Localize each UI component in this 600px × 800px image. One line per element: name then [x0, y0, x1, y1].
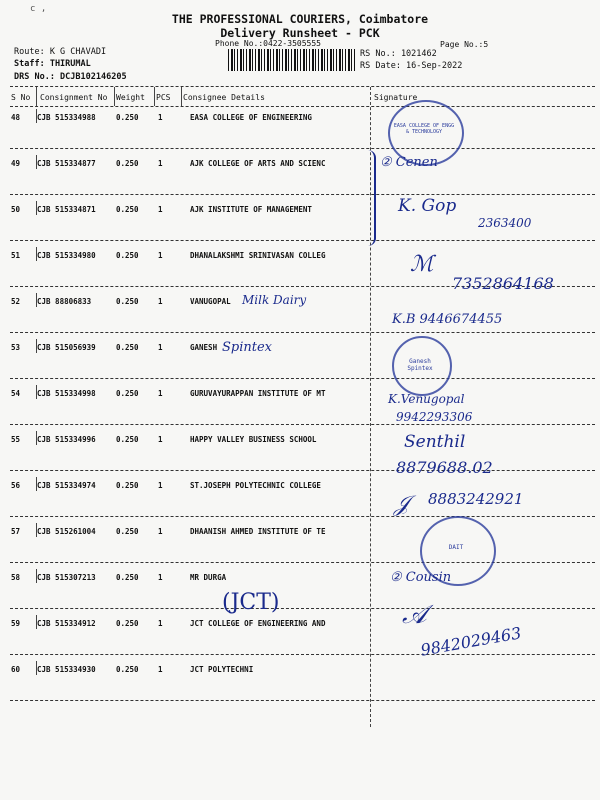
- signature-49: ② Cenen: [380, 155, 438, 170]
- row-divider: [10, 562, 595, 563]
- row-consignment-no: CJB 515307213: [37, 573, 96, 582]
- row-pcs: 1: [158, 665, 163, 674]
- row-weight: 0.250: [116, 297, 139, 306]
- ganesh-stamp-text: Ganesh Spintex: [407, 358, 433, 372]
- row-consignee: JCT COLLEGE OF ENGINEERING AND: [190, 619, 326, 628]
- row-pcs: 1: [158, 113, 163, 122]
- row-divider: [10, 700, 595, 701]
- row-weight: 0.250: [116, 343, 139, 352]
- row-sno: 56: [11, 481, 21, 490]
- row-consignment-no: CJB 515261004: [37, 527, 96, 536]
- row-consignee: DHANALAKSHMI SRINIVASAN COLLEG: [190, 251, 326, 260]
- drs-number: DRS No.: DCJB102146205: [14, 72, 127, 82]
- signature-54-name: K.Venugopal: [388, 392, 465, 406]
- signature-56-mark: 𝒥: [394, 492, 410, 517]
- dhaanish-stamp-text: DAIT: [448, 544, 464, 551]
- row-left-bar: [36, 201, 37, 215]
- row-sno: 59: [11, 619, 21, 628]
- row-weight: 0.250: [116, 481, 139, 490]
- row-pcs: 1: [158, 481, 163, 490]
- row-consignee: EASA COLLEGE OF ENGINEERING: [190, 113, 312, 122]
- row-consignee: ST.JOSEPH POLYTECHNIC COLLEGE: [190, 481, 321, 490]
- staff-label: Staff: THIRUMAL: [14, 59, 91, 69]
- col-header-pcs: PCS: [156, 93, 171, 102]
- row-pcs: 1: [158, 251, 163, 260]
- row-consignment-no: CJB 515334998: [37, 389, 96, 398]
- row-divider: [10, 470, 595, 471]
- signature-59-mark: 𝒜: [402, 600, 427, 630]
- runsheet-subtitle: Delivery Runsheet - PCK: [220, 26, 380, 40]
- row-weight: 0.250: [116, 665, 139, 674]
- row-divider: [10, 516, 595, 517]
- row-left-bar: [36, 109, 37, 123]
- column-divider: [36, 87, 37, 106]
- row-sno: 52: [11, 297, 21, 306]
- row-sno: 58: [11, 573, 21, 582]
- row-left-bar: [36, 477, 37, 491]
- row-consignee: GURUVAYURAPPAN INSTITUTE OF MT: [190, 389, 326, 398]
- col-header-sno: S No: [11, 93, 31, 102]
- signature-50-name: K. Gop: [398, 196, 457, 216]
- row-left-bar: [36, 385, 37, 399]
- column-divider: [154, 87, 155, 106]
- row-weight: 0.250: [116, 251, 139, 260]
- col-header-consignee: Consignee Details: [183, 93, 265, 102]
- row-left-bar: [36, 155, 37, 169]
- row-consignee: AJK INSTITUTE OF MANAGEMENT: [190, 205, 312, 214]
- row-consignee: VANUGOPAL: [190, 297, 231, 306]
- signature-55-name: Senthil: [404, 432, 466, 452]
- row-left-bar: [36, 523, 37, 537]
- row-consignment-no: CJB 515334877: [37, 159, 96, 168]
- row-divider: [10, 654, 595, 655]
- row-weight: 0.250: [116, 159, 139, 168]
- row-sno: 55: [11, 435, 21, 444]
- row-weight: 0.250: [116, 113, 139, 122]
- handwritten-jct: (JCT): [222, 590, 280, 615]
- row-pcs: 1: [158, 159, 163, 168]
- corner-mark: c ,: [30, 4, 47, 14]
- row-pcs: 1: [158, 619, 163, 628]
- row-weight: 0.250: [116, 573, 139, 582]
- row-weight: 0.250: [116, 527, 139, 536]
- phone-number: Phone No.:0422-3505555: [215, 39, 321, 48]
- row-divider: [10, 148, 595, 149]
- row-left-bar: [36, 661, 37, 675]
- signature-57-number: 8883242921: [428, 490, 524, 508]
- row-sno: 57: [11, 527, 21, 536]
- row-sno: 53: [11, 343, 21, 352]
- row-pcs: 1: [158, 573, 163, 582]
- row-pcs: 1: [158, 389, 163, 398]
- row-consignment-no: CJB 515334912: [37, 619, 96, 628]
- runsheet-title: THE PROFESSIONAL COURIERS, Coimbatore: [171, 12, 429, 26]
- easa-stamp-text: EASA COLLEGE OF ENGG & TECHNOLOGY: [393, 123, 455, 135]
- rs-number: RS No.: 1021462: [360, 49, 437, 59]
- row-sno: 60: [11, 665, 21, 674]
- signature-59-number: 9842029463: [419, 623, 523, 660]
- row-sno: 51: [11, 251, 21, 260]
- column-divider: [181, 87, 182, 106]
- row-consignment-no: CJB 515334974: [37, 481, 96, 490]
- row-consignee: GANESH: [190, 343, 218, 352]
- page-number: Page No.:5: [440, 40, 489, 49]
- row-consignment-no: CJB 515056939: [37, 343, 96, 352]
- row-consignment-no: CJB 515334996: [37, 435, 96, 444]
- header-top-divider: [10, 86, 595, 87]
- row-pcs: 1: [158, 343, 163, 352]
- row-consignment-no: CJB 88806833: [37, 297, 92, 306]
- signature-55-number: 8879688.02: [396, 458, 493, 477]
- row-divider: [10, 608, 595, 609]
- row-weight: 0.250: [116, 435, 139, 444]
- row-weight: 0.250: [116, 619, 139, 628]
- row-sno: 48: [11, 113, 21, 122]
- row-left-bar: [36, 431, 37, 445]
- barcode-image: [228, 49, 356, 71]
- column-divider: [114, 87, 115, 106]
- row-consignment-no: CJB 515334871: [37, 205, 96, 214]
- row-sno: 49: [11, 159, 21, 168]
- handwritten-spintex: Spintex: [222, 340, 273, 355]
- row-weight: 0.250: [116, 389, 139, 398]
- signature-51-number: 7352864168: [452, 274, 554, 293]
- signature-52: K.B 9446674455: [392, 312, 503, 327]
- route-label: Route: K G CHAVADI: [14, 47, 107, 57]
- rs-date: RS Date: 16-Sep-2022: [360, 61, 463, 71]
- row-pcs: 1: [158, 435, 163, 444]
- row-pcs: 1: [158, 297, 163, 306]
- row-pcs: 1: [158, 205, 163, 214]
- row-consignment-no: CJB 515334930: [37, 665, 96, 674]
- row-consignee: MR DURGA: [190, 573, 227, 582]
- col-header-consignment: Consignment No: [40, 93, 108, 102]
- row-consignee: JCT POLYTECHNI: [190, 665, 254, 674]
- signature-58: ② Cousin: [390, 570, 452, 585]
- row-consignment-no: CJB 515334988: [37, 113, 96, 122]
- row-weight: 0.250: [116, 205, 139, 214]
- row-sno: 54: [11, 389, 21, 398]
- row-left-bar: [36, 293, 37, 307]
- row-divider: [10, 240, 595, 241]
- row-consignee: HAPPY VALLEY BUSINESS SCHOOL: [190, 435, 317, 444]
- row-divider: [10, 194, 595, 195]
- header-bottom-divider: [10, 106, 595, 107]
- row-sno: 50: [11, 205, 21, 214]
- row-left-bar: [36, 339, 37, 353]
- row-left-bar: [36, 247, 37, 261]
- signature-51-mark: ℳ: [410, 252, 434, 277]
- row-consignment-no: CJB 515334980: [37, 251, 96, 260]
- row-left-bar: [36, 615, 37, 629]
- signature-54-number: 9942293306: [396, 410, 473, 424]
- row-consignee: AJK COLLEGE OF ARTS AND SCIENC: [190, 159, 326, 168]
- col-header-weight: Weight: [116, 93, 145, 102]
- bracket-mark: [362, 150, 376, 246]
- row-left-bar: [36, 569, 37, 583]
- row-consignee: DHAANISH AHMED INSTITUTE OF TE: [190, 527, 326, 536]
- row-pcs: 1: [158, 527, 163, 536]
- signature-50-number: 2363400: [478, 216, 532, 230]
- row-divider: [10, 378, 595, 379]
- row-divider: [10, 424, 595, 425]
- handwritten-milk-dairy: Milk Dairy: [242, 293, 307, 307]
- row-divider: [10, 332, 595, 333]
- col-header-signature: Signature: [374, 93, 418, 102]
